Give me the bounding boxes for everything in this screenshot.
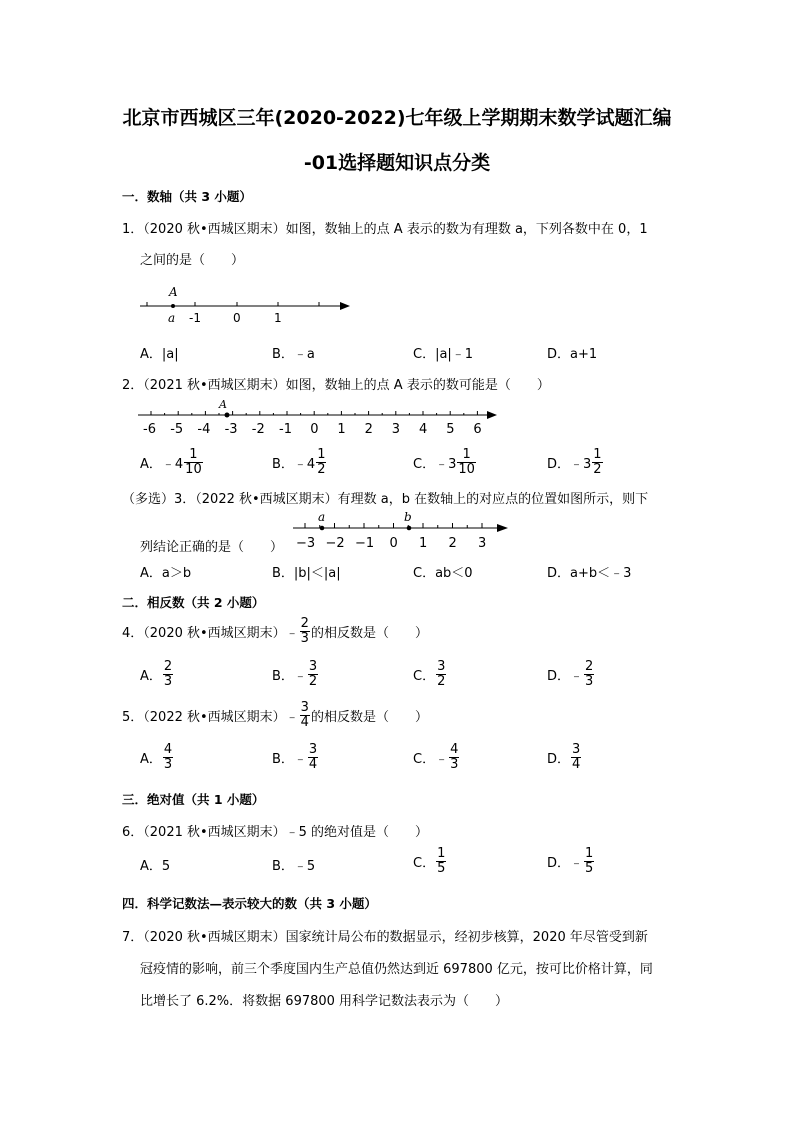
q2-axis-tick-label: 0: [310, 422, 319, 437]
q6-option-d[interactable]: [547, 847, 595, 875]
q3-axis-tick-label: −3: [296, 536, 316, 551]
q2-option-b-num: 1: [317, 447, 326, 462]
q4-option-c-prefix: C．: [413, 668, 436, 684]
q2-axis-tick-label: -3: [224, 422, 238, 437]
q2-axis-tick-label: 6: [473, 422, 482, 437]
q6-option-d-den: 5: [585, 860, 594, 876]
q4-suffix: 的相反数是（ ）: [310, 625, 428, 641]
q4-num: 2: [300, 616, 309, 631]
q2-axis-tick-label: -5: [170, 422, 184, 437]
q2-option-c-num: 1: [457, 448, 476, 463]
q2-axis-tick-label: 2: [364, 422, 373, 437]
q3-option-b[interactable]: B．|b|＜|a|: [272, 566, 341, 581]
q4-den: 3: [300, 630, 309, 646]
q2-option-a-den: 10: [185, 461, 202, 477]
question-1-text: 1．（2020 秋•西城区期末）如图，数轴上的点 A 表示的数为有理数 a，下列各数中在 0，1: [122, 222, 648, 237]
q3-axis-tick-label: 0: [389, 536, 398, 551]
question-3-text-cont: 列结论正确的是（ ）: [140, 540, 284, 555]
q2-option-d[interactable]: [547, 448, 604, 476]
q1-option-c[interactable]: C．|a|﹣1: [413, 347, 474, 362]
q4-option-d-prefix: D．﹣: [547, 668, 584, 684]
q5-option-c-num: 4: [450, 742, 459, 757]
q4-option-a-num: 2: [163, 659, 173, 674]
question-3-number-line: [288, 507, 518, 555]
q1-option-d[interactable]: D．a+1: [547, 347, 598, 362]
question-6-text: 6．（2021 秋•西城区期末）﹣5 的绝对值是（ ）: [122, 825, 429, 840]
document-title-line2: -01选择题知识点分类: [303, 152, 491, 174]
q2-axis-tick-label: -1: [279, 422, 292, 437]
document-title-line1: 北京市西城区三年(2020-2022)七年级上学期期末数学试题汇编: [122, 107, 672, 129]
q5-suffix: 的相反数是（ ）: [310, 709, 428, 725]
q4-option-c-num: 3: [437, 659, 446, 674]
q5-option-d[interactable]: [547, 743, 582, 771]
q2-axis-tick-label: 5: [446, 422, 455, 437]
q2-axis-point-label: A: [219, 398, 227, 411]
q1-axis-tick-a: a: [168, 311, 176, 325]
q1-option-b[interactable]: B．﹣a: [272, 347, 315, 362]
q1-axis-point-label: A: [169, 285, 178, 299]
q2-option-d-num: 1: [593, 447, 602, 462]
q4-option-c[interactable]: [413, 660, 447, 688]
q1-option-a[interactable]: A．|a|: [140, 347, 179, 362]
question-1-number-line: [135, 280, 360, 330]
q6-option-c-num: 1: [437, 846, 446, 861]
q2-option-a-prefix: A．﹣4: [140, 456, 184, 472]
q5-option-a-num: 4: [163, 742, 173, 757]
q1-axis-tick-0: 0: [233, 311, 241, 325]
section-heading-scientific-notation: 四．科学记数法—表示较大的数（共 3 小题）: [122, 896, 377, 911]
question-1-text-cont: 之间的是（ ）: [140, 253, 245, 268]
q6-option-a[interactable]: A．5: [140, 859, 171, 874]
question-7-text: 7．（2020 秋•西城区期末）国家统计局公布的数据显示，经初步核算，2020 年尽管受到新: [122, 930, 648, 945]
q6-option-b[interactable]: B．﹣5: [272, 859, 316, 874]
q3-axis-tick-label: −2: [325, 536, 345, 551]
q4-option-d-num: 2: [585, 659, 594, 674]
q6-option-c[interactable]: [413, 847, 447, 875]
q3-axis-tick-label: 2: [448, 536, 457, 551]
question-2-text: 2．（2021 秋•西城区期末）如图，数轴上的点 A 表示的数可能是（ ）: [122, 378, 550, 393]
q5-option-a[interactable]: [140, 743, 174, 771]
q3-option-a[interactable]: A．a＞b: [140, 566, 192, 581]
q1-axis-tick-neg1: -1: [189, 311, 201, 325]
q1-axis-tick-1: 1: [274, 311, 282, 325]
q5-option-a-den: 3: [163, 756, 173, 772]
q3-option-d[interactable]: D．a+b＜﹣3: [547, 566, 632, 581]
q4-prefix: 4．（2020 秋•西城区期末）﹣: [122, 625, 299, 641]
q5-num: 3: [300, 700, 309, 715]
q2-axis-tick-label: 4: [419, 422, 428, 437]
question-5-text: [122, 701, 428, 729]
question-4-text: [122, 617, 428, 645]
section-heading-number-line: 一．数轴（共 3 小题）: [122, 189, 252, 204]
q5-option-c[interactable]: [413, 743, 460, 771]
question-2-number-line: [135, 398, 505, 438]
q5-den: 4: [300, 714, 309, 730]
q5-option-b-den: 4: [308, 756, 318, 772]
q4-option-b-den: 2: [308, 673, 318, 689]
q5-option-b-num: 3: [308, 742, 318, 757]
q6-option-d-num: 1: [585, 846, 594, 861]
q3-axis-tick-label: 3: [478, 536, 487, 551]
q4-option-a[interactable]: [140, 660, 174, 688]
q3-axis-tick-label: −1: [355, 536, 375, 551]
question-7-text-cont2: 比增长了 6.2%．将数据 697800 用科学记数法表示为（ ）: [140, 994, 509, 1009]
q2-option-b-den: 2: [317, 461, 326, 477]
q3-axis-tick-label: 1: [419, 536, 428, 551]
q5-option-c-den: 3: [450, 756, 459, 772]
q4-option-d[interactable]: [547, 660, 595, 688]
q2-option-b-prefix: B．﹣4: [272, 456, 316, 472]
q2-axis-tick-label: 1: [337, 422, 346, 437]
q5-prefix: 5．（2022 秋•西城区期末）﹣: [122, 709, 299, 725]
section-heading-absolute-value: 三．绝对值（共 1 小题）: [122, 792, 265, 807]
q5-option-d-prefix: D．: [547, 751, 571, 767]
q2-axis-tick-label: -2: [251, 422, 265, 437]
q6-option-c-den: 5: [437, 860, 446, 876]
q4-option-d-den: 3: [585, 673, 594, 689]
q2-option-d-prefix: D．﹣3: [547, 456, 592, 472]
q2-option-a-num: 1: [184, 448, 203, 463]
q2-axis-tick-label: -6: [143, 422, 156, 437]
q3-axis-label-b: b: [404, 510, 412, 524]
q6-option-c-prefix: C．: [413, 855, 436, 871]
q6-option-d-prefix: D．﹣: [547, 855, 584, 871]
q2-option-d-den: 2: [593, 461, 602, 477]
q2-option-a[interactable]: [140, 448, 204, 476]
question-7-text-cont1: 冠疫情的影响，前三个季度国内生产总值仍然达到近 697800 亿元，按可比价格计算，同: [140, 962, 653, 977]
q3-axis-label-a: a: [318, 510, 326, 524]
q5-option-b[interactable]: [272, 743, 319, 771]
q5-option-d-num: 3: [572, 742, 581, 757]
q2-option-c[interactable]: [413, 448, 477, 476]
section-heading-opposite-number: 二．相反数（共 2 小题）: [122, 595, 265, 610]
q5-option-d-den: 4: [572, 756, 581, 772]
q4-option-a-den: 3: [163, 673, 173, 689]
question-3-text: （多选）3．（2022 秋•西城区期末）有理数 a，b 在数轴上的对应点的位置如图所示，则下: [122, 492, 649, 507]
q3-option-c[interactable]: C．ab＜0: [413, 566, 473, 581]
q4-option-b[interactable]: [272, 660, 319, 688]
q2-option-b[interactable]: [272, 448, 327, 476]
q2-option-c-prefix: C．﹣3: [413, 456, 457, 472]
q5-option-a-prefix: A．: [140, 751, 162, 767]
q4-option-c-den: 2: [437, 673, 446, 689]
q4-option-b-prefix: B．﹣: [272, 668, 307, 684]
q5-option-b-prefix: B．﹣: [272, 751, 307, 767]
q2-option-c-den: 10: [458, 461, 475, 477]
q4-option-b-num: 3: [308, 659, 318, 674]
q4-option-a-prefix: A．: [140, 668, 162, 684]
q2-axis-tick-label: -4: [197, 422, 211, 437]
q2-axis-tick-label: 3: [391, 422, 401, 437]
q5-option-c-prefix: C．﹣: [413, 751, 449, 767]
